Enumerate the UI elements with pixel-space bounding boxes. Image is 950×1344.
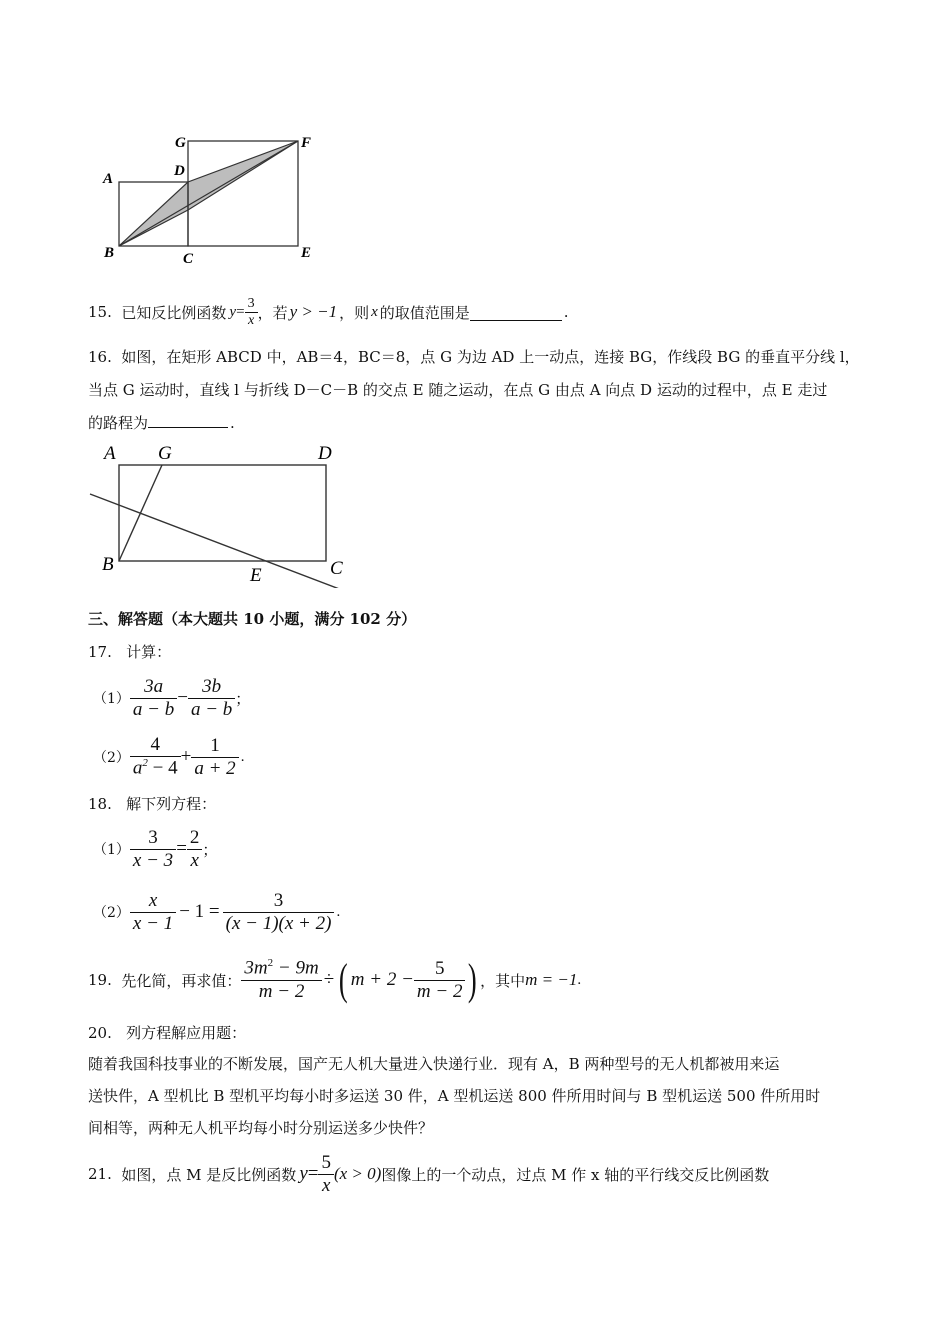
q17-p2-end: . [240,748,245,765]
q19-num-1-b: − 9m [273,957,319,979]
q19-num-2: 5 [434,957,445,979]
q21-frac-num: 5 [321,1151,331,1173]
q15-eq: = [236,303,245,320]
rectangle-abcd [119,465,326,561]
q17-p2-label: （2） [93,750,130,766]
q18-p2-num-1: x [148,889,158,911]
q17-p2-den-1-b: − 4 [147,757,178,779]
q15-y: y [229,303,237,320]
q17-p1-label: （1） [93,691,130,707]
q21-condition: (x > 0) [333,1164,382,1183]
q16-answer-blank[interactable] [148,413,228,428]
q19-right-paren: ) [468,955,478,1004]
q21-number: 21. [88,1165,112,1183]
q18-p2-end: . [336,903,341,920]
q18-part-2 [93,884,340,940]
q15-answer-blank[interactable] [470,304,562,321]
q18-p2-den-1: x − 1 [130,912,176,935]
label-a: A [103,171,114,187]
q18-p1-den-2: x [187,849,203,872]
q19-text-1: 先化简，再求值： [121,971,242,990]
q17-part-2 [93,731,244,783]
label-e: E [301,245,312,261]
q18-p1-frac-2 [187,827,203,872]
q17-part-1 [93,672,250,724]
q15-x: x [371,303,378,320]
q20-number: 20. [88,1024,112,1042]
q17-p1-num-2: 3b [202,675,222,697]
q17-p2-den-1 [130,756,181,779]
q21-fraction [318,1152,334,1197]
q21-text-2: 图像上的一个动点，过点 M 作 x 轴的平行线交反比例函数 [381,1165,770,1184]
q16-text-line-2: 当点 G 运动时，直线 l 与折线 D－C－B 的交点 E 随之运动，在点 G 由点 A 向点 D 运动的过程中，点 E 走过 [88,381,828,399]
label-e: E [250,565,262,586]
q17-p2-operator: + [180,746,192,767]
label-b: B [104,245,115,261]
q19-condition: m = −1 [525,970,578,989]
q17-p2-den-1-a: a [132,757,143,779]
q21-text-1: 如图，点 M 是反比例函数 [121,1165,297,1184]
question-17-title [88,641,171,662]
question-16-line-2 [88,379,827,400]
q20-line-3: 间相等，两种无人机平均每小时分别运送多少快件？ [88,1119,434,1137]
question-18-title [88,793,216,814]
q18-p1-operator: = [176,838,187,859]
q21-eq: = [307,1163,319,1184]
q15-end: . [563,303,569,321]
question-16-line-1 [88,346,860,367]
q21-y: y [299,1163,308,1184]
label-c: C [330,558,343,579]
q19-num-1-sup: 2 [267,957,274,970]
q17-p1-frac-2 [188,676,235,721]
question-16-line-3 [88,412,235,433]
q15-number: 15. [88,303,112,321]
q17-p1-operator: − [177,687,188,708]
q17-number: 17. [88,643,112,661]
q18-p1-den-1: x − 3 [130,849,176,872]
q18-part-1 [93,823,217,875]
q19-end: . [577,971,582,988]
q17-p1-end: ； [235,689,251,708]
q18-p2-num-2: 3 [273,889,284,911]
q21-frac-den: x [318,1174,334,1197]
q19-divide: ÷ [323,969,335,990]
q15-fraction [245,296,258,329]
q15-frac-den: x [245,312,258,329]
q15-text-4: 的取值范围是 [379,303,470,322]
q17-title: 计算： [126,643,172,661]
figure-1-diagram [95,125,335,270]
q18-p2-middle: − 1 = [179,901,220,922]
question-15 [88,292,569,332]
q17-p2-den-2: a + 2 [191,757,238,780]
q18-p1-num-2: 2 [189,826,200,848]
q15-text-3: ，则 [339,303,370,322]
label-c: C [183,251,194,267]
q17-p2-num-2: 1 [210,734,220,756]
q17-p1-frac-1 [130,676,177,721]
q18-p2-frac-1 [130,890,176,935]
q19-text-2: ，其中 [480,971,526,990]
label-f: F [301,135,312,151]
q18-p2-label: （2） [93,905,130,921]
q15-frac-num: 3 [247,295,255,311]
q19-frac-2 [414,958,466,1003]
q19-num-1-a: 3m [244,957,268,979]
q18-p2-frac-2 [223,890,335,935]
label-d: D [318,443,332,464]
q15-text-1: 已知反比例函数 [121,303,227,322]
q19-frac-1 [241,957,321,1002]
q15-text-2: ，若 [257,303,288,322]
q16-text-line-1: 如图，在矩形 ABCD 中，AB＝4，BC＝8，点 G 为边 AD 上一动点，连接 BG，作线段 BG 的垂直平分线 l， [121,348,860,366]
q17-p2-frac-1 [130,734,181,779]
q18-title: 解下列方程： [126,795,217,813]
q19-den-1: m − 2 [241,980,321,1003]
section-3-heading: 三、解答题（本大题共 10 小题，满分 102 分） [88,610,417,628]
q18-number: 18. [88,795,112,813]
q18-p1-label: （1） [93,842,130,858]
q19-num-1 [241,957,321,979]
q20-title: 列方程解应用题： [126,1024,247,1042]
q16-end: . [230,414,235,432]
label-b: B [102,554,114,575]
q18-p1-end: ； [202,840,218,859]
q19-left-paren: ( [339,955,348,1004]
q18-p1-num-1: 3 [148,826,158,848]
question-20-title [88,1022,246,1043]
q19-den-2: m − 2 [414,980,466,1003]
q20-line-2: 送快件，A 型机比 B 型机平均每小时多运送 30 件，A 型机运送 800 件所用时间与 B 型机运送 500 件所用时 [88,1087,821,1105]
q15-condition: y > −1 [289,302,338,321]
q19-inner: m + 2 − [350,969,414,990]
q17-p2-frac-2 [191,735,238,780]
q17-p1-den-2: a − b [188,698,235,721]
q18-p1-frac-1 [130,827,176,872]
question-19 [88,952,581,1008]
label-g: G [158,443,172,464]
figure-2-diagram [82,438,362,588]
q18-p2-den-2: (x − 1)(x + 2) [223,912,335,935]
label-g: G [175,135,186,151]
q16-text-line-3: 的路程为 [88,414,149,432]
q17-p1-num-1: 3a [144,675,164,697]
label-a: A [104,443,116,464]
q17-p1-den-1: a − b [130,698,177,721]
q19-number: 19. [88,971,112,989]
q17-p2-num-1: 4 [150,734,161,756]
q17-p2-den-1-sup: 2 [142,757,148,770]
label-d: D [174,163,185,179]
q20-line-1: 随着我国科技事业的不断发展，国产无人机大量进入快递行业．现有 A，B 两种型号的无人机都被用来运 [88,1055,780,1073]
q16-number: 16. [88,348,112,366]
question-21 [88,1148,769,1200]
